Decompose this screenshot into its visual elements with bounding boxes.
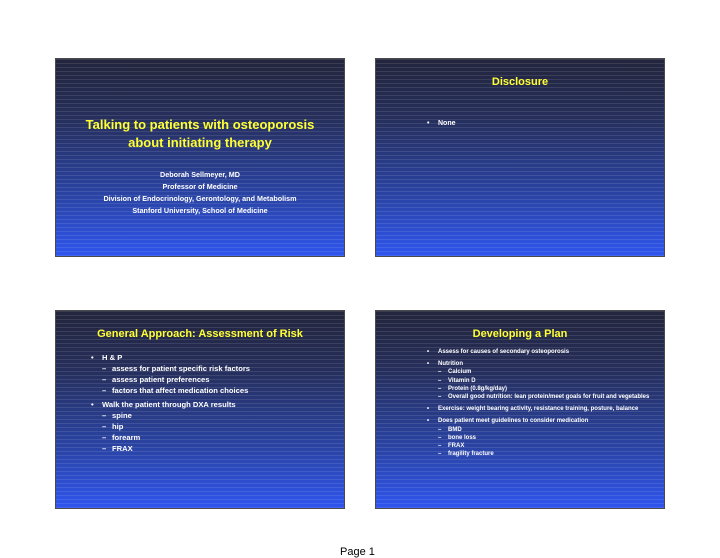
sub-bullet-item bbox=[102, 443, 344, 454]
sub-bullet-item bbox=[438, 426, 656, 434]
bullet-text: H & P bbox=[102, 353, 123, 362]
slide-heading: Disclosure bbox=[491, 76, 549, 88]
bullet-text: Exercise: weight bearing activity, resistance training, posture, balance bbox=[438, 406, 639, 413]
sub-bullet-text: assess for patient specific risk factors bbox=[112, 364, 251, 373]
bullet-list bbox=[424, 118, 664, 129]
sub-bullet-text: forearm bbox=[112, 433, 141, 442]
sub-bullet-item bbox=[102, 363, 344, 374]
slide-disclosure bbox=[375, 58, 665, 257]
dash-icon: – bbox=[438, 394, 442, 401]
dash-icon: – bbox=[102, 375, 107, 384]
bullet-item bbox=[424, 417, 656, 425]
bullet-dot-icon: • bbox=[427, 406, 430, 413]
slide-general-approach bbox=[55, 310, 345, 509]
bullet-list bbox=[424, 348, 656, 458]
bullet-text: Assess for causes of secondary osteoporosis bbox=[438, 349, 570, 355]
title-line-1: Talking to patients with osteoporosis bbox=[85, 117, 315, 132]
slide-title-page bbox=[55, 58, 345, 257]
title-line-2: about initiating therapy bbox=[128, 135, 272, 150]
dash-icon: – bbox=[438, 426, 442, 433]
sub-bullet-item bbox=[438, 450, 656, 458]
sub-bullet-text: Protein (0.8g/kg/day) bbox=[448, 385, 508, 392]
bullet-item bbox=[424, 118, 664, 129]
dash-icon: – bbox=[102, 422, 107, 431]
bullet-text: Does patient meet guidelines to consider medication bbox=[438, 418, 589, 425]
bullet-item bbox=[424, 360, 656, 368]
bullet-dot-icon: • bbox=[427, 349, 430, 355]
sub-bullet-text: Calcium bbox=[448, 369, 472, 376]
bullet-list bbox=[88, 352, 344, 454]
bullet-text: Walk the patient through DXA results bbox=[102, 400, 236, 409]
dash-icon: – bbox=[438, 443, 442, 450]
slide-developing-plan bbox=[375, 310, 665, 509]
bullet-dot-icon: • bbox=[91, 400, 94, 409]
bullet-dot-icon: • bbox=[427, 418, 430, 425]
sub-bullet-text: FRAX bbox=[112, 444, 133, 453]
sub-bullet-text: Vitamin D bbox=[448, 377, 476, 384]
sub-bullet-text: factors that affect medication choices bbox=[112, 386, 249, 395]
sub-bullet-text: spine bbox=[112, 411, 132, 420]
sub-bullet-text: FRAX bbox=[448, 443, 465, 450]
sub-bullet-item bbox=[438, 385, 656, 393]
bullet-item bbox=[88, 399, 344, 410]
author-title: Professor of Medicine bbox=[162, 182, 238, 191]
dash-icon: – bbox=[102, 364, 107, 373]
author-name: Deborah Sellmeyer, MD bbox=[160, 170, 240, 179]
slide-heading: Developing a Plan bbox=[472, 328, 568, 340]
author-block bbox=[56, 169, 344, 217]
sub-bullet-item bbox=[102, 374, 344, 385]
sub-bullet-item bbox=[438, 377, 656, 385]
bullet-item bbox=[424, 405, 656, 413]
bullet-item bbox=[88, 352, 344, 363]
sub-bullet-text: assess patient preferences bbox=[112, 375, 210, 384]
sub-bullet-item bbox=[438, 393, 656, 401]
dash-icon: – bbox=[102, 433, 107, 442]
sub-bullet-item bbox=[102, 410, 344, 421]
bullet-item bbox=[424, 348, 656, 356]
sub-bullet-item bbox=[102, 385, 344, 396]
bullet-text: None bbox=[438, 120, 456, 127]
sub-bullet-item bbox=[438, 434, 656, 442]
dash-icon: – bbox=[438, 434, 442, 441]
presentation-title bbox=[56, 116, 344, 152]
sub-bullet-text: BMD bbox=[448, 426, 462, 433]
dash-icon: – bbox=[102, 411, 107, 420]
dash-icon: – bbox=[438, 377, 442, 384]
dash-icon: – bbox=[438, 451, 442, 458]
sub-bullet-text: hip bbox=[112, 422, 124, 431]
bullet-dot-icon: • bbox=[427, 120, 430, 127]
sub-bullet-text: Overall good nutrition: lean protein/meet goals for fruit and vegetables bbox=[448, 394, 650, 401]
dash-icon: – bbox=[438, 385, 442, 392]
sub-bullet-item bbox=[438, 368, 656, 376]
sub-bullet-text: bone loss bbox=[448, 434, 477, 441]
dash-icon: – bbox=[438, 369, 442, 376]
sub-bullet-item bbox=[438, 442, 656, 450]
page-footer: Page 1 bbox=[340, 546, 375, 558]
author-institution: Stanford University, School of Medicine bbox=[132, 206, 268, 215]
bullet-text: Nutrition bbox=[438, 361, 463, 368]
dash-icon: – bbox=[102, 386, 107, 395]
sub-bullet-item bbox=[102, 421, 344, 432]
sub-bullet-text: fragility fracture bbox=[448, 451, 494, 458]
sub-bullet-item bbox=[102, 432, 344, 443]
author-division: Division of Endocrinology, Gerontology, and Metabolism bbox=[103, 194, 297, 203]
dash-icon: – bbox=[102, 444, 107, 453]
slide-heading: General Approach: Assessment of Risk bbox=[97, 328, 303, 340]
bullet-dot-icon: • bbox=[91, 353, 94, 362]
bullet-dot-icon: • bbox=[427, 361, 430, 368]
